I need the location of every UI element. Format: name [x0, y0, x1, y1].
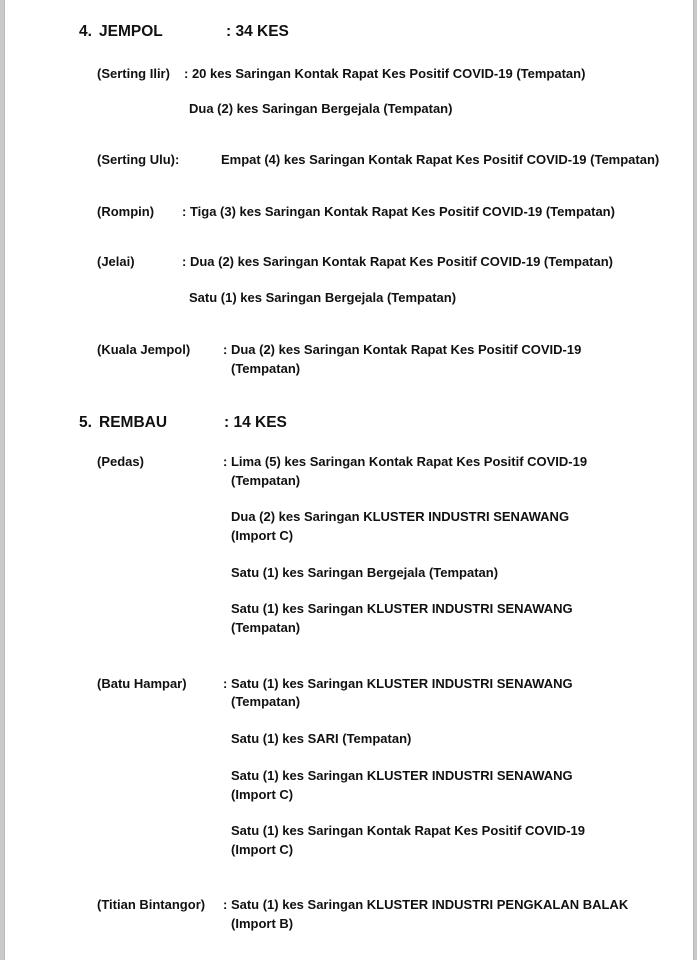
section-number: 5.	[79, 414, 92, 431]
section-title: JEMPOL	[99, 23, 163, 40]
area-line: (Tempatan)	[231, 361, 301, 376]
area-label: (Batu Hampar)	[97, 676, 187, 691]
section-total: : 14 KES	[224, 414, 287, 431]
area-label: (Titian Bintangor)	[97, 897, 206, 912]
area-line: Satu (1) kes Saringan Bergejala (Tempatan)	[189, 290, 457, 305]
area-line: (Import C)	[231, 842, 294, 857]
section-number: 4.	[79, 23, 92, 40]
area-line: Satu (1) kes SARI (Tempatan)	[231, 731, 412, 746]
area-line: Satu (1) kes Saringan Bergejala (Tempatan)	[231, 565, 499, 580]
area-line: (Import C)	[231, 528, 294, 543]
area-label: (Rompin)	[97, 204, 155, 219]
area-line: : Dua (2) kes Saringan Kontak Rapat Kes Positif COVID-19 (Tempatan)	[182, 254, 614, 269]
area-line: Dua (2) kes Saringan KLUSTER INDUSTRI SENAWANG	[231, 509, 570, 524]
area-label: (Kuala Jempol)	[97, 342, 191, 357]
area-label: (Serting Ilir)	[97, 66, 170, 81]
area-line: (Import C)	[231, 787, 294, 802]
area-label: (Pedas)	[97, 454, 144, 469]
area-line: : Dua (2) kes Saringan Kontak Rapat Kes Positif COVID-19	[223, 342, 582, 357]
area-line: : 20 kes Saringan Kontak Rapat Kes Positif COVID-19 (Tempatan)	[184, 66, 586, 81]
area-line: Dua (2) kes Saringan Bergejala (Tempatan)	[189, 101, 453, 116]
section-title: REMBAU	[99, 414, 168, 431]
area-label: (Serting Ulu):	[97, 152, 180, 167]
area-line: : Satu (1) kes Saringan KLUSTER INDUSTRI PENGKALAN BALAK	[223, 897, 629, 912]
area-line: Satu (1) kes Saringan Kontak Rapat Kes Positif COVID-19	[231, 823, 585, 838]
area-line: : Satu (1) kes Saringan KLUSTER INDUSTRI SENAWANG	[223, 676, 573, 691]
area-label: (Jelai)	[97, 254, 135, 269]
area-line: (Import B)	[231, 916, 294, 931]
document-page	[4, 0, 694, 960]
area-line: Satu (1) kes Saringan KLUSTER INDUSTRI SENAWANG	[231, 601, 573, 616]
area-line: Empat (4) kes Saringan Kontak Rapat Kes Positif COVID-19 (Tempatan)	[221, 152, 660, 167]
area-line: (Tempatan)	[231, 694, 301, 709]
area-line: (Tempatan)	[231, 620, 301, 635]
section-total: : 34 KES	[226, 23, 289, 40]
area-line: Satu (1) kes Saringan KLUSTER INDUSTRI SENAWANG	[231, 768, 573, 783]
area-line: (Tempatan)	[231, 473, 301, 488]
area-line: : Tiga (3) kes Saringan Kontak Rapat Kes Positif COVID-19 (Tempatan)	[182, 204, 615, 219]
area-line: : Lima (5) kes Saringan Kontak Rapat Kes Positif COVID-19	[223, 454, 588, 469]
